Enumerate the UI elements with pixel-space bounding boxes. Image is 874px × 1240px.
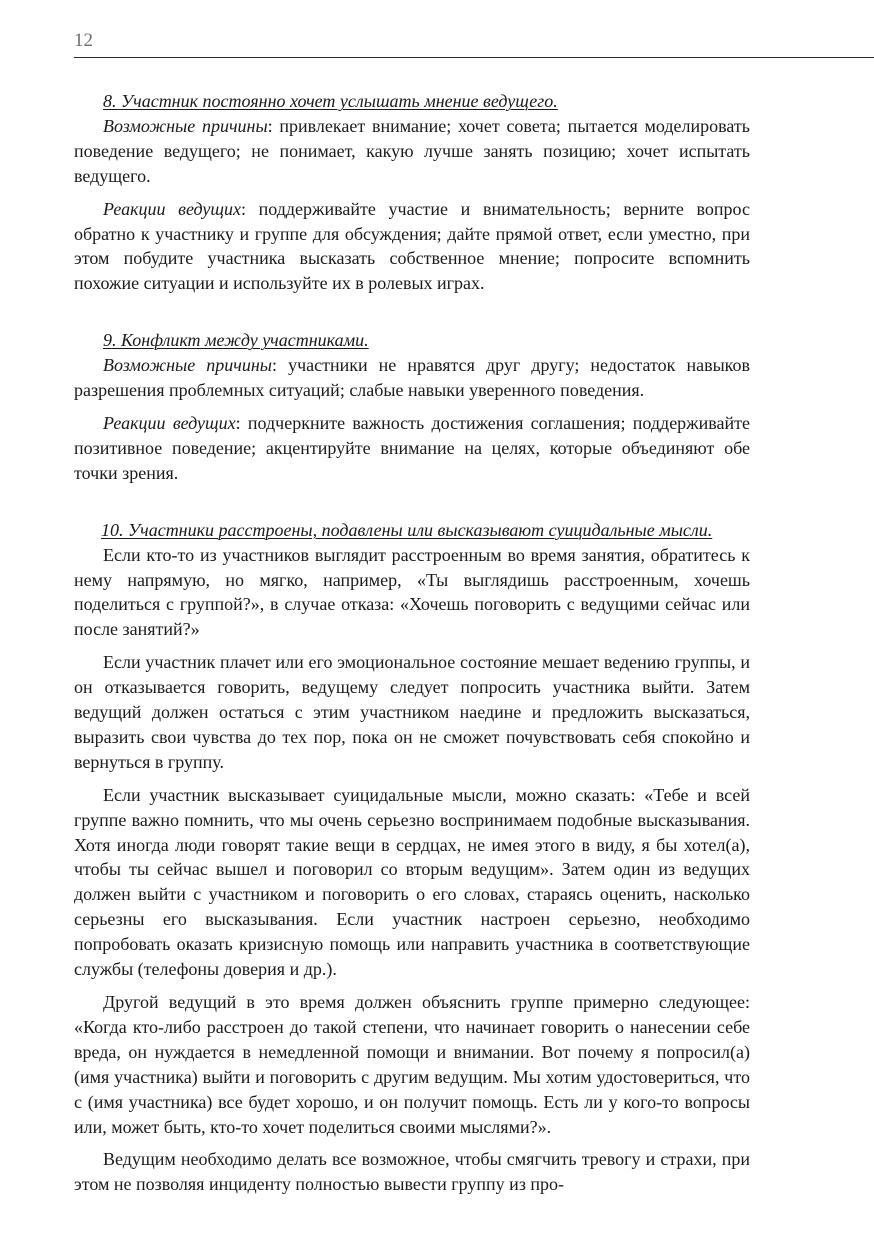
reactions-text: : поддерживайте участие и внимательность; верните вопрос обратно к участнику и группе для обсуждения; дайте прямой ответ, если уместно, при этом побудите участника высказать собственное мнение; попросите вспомнить похожие ситуации и используйте их в ролевых играх. [74, 198, 750, 294]
section-9-reactions [74, 411, 750, 486]
section-10-paragraph: Если участник высказывает суицидальные мысли, можно сказать: «Тебе и всей группе важно помнить, что мы очень серьезно воспринимаем подобные высказывания. Хотя иногда люди говорят такие вещи в сердцах, не имея этого в виду, я бы хотел(а), чтобы ты сейчас вышел и поговорил со вторым ведущим». Затем один из ведущих должен выйти с участником и поговорить о его словах, стараясь оценить, насколько серьезны его высказывания. Если участник настроен серьезно, необходимо попробовать оказать кризисную помощь или направить участника в соответствующие службы (телефоны доверия и др.). [74, 784, 750, 980]
section-10-paragraph: Другой ведущий в это время должен объяснить группе примерно следующее: «Когда кто-либо расстроен до такой степени, что начинает говорить о нанесении себе вреда, он нуждается в немедленной помощи и внимании. Вот почему я попросил(а) (имя участника) выйти и поговорить с другим ведущим. Мы хотим удостовериться, что с (имя участника) все будет хорошо, и он получит помощь. Есть ли у кого-то вопросы или, может быть, кто-то хочет поделиться своими мыслями?». [74, 992, 750, 1137]
causes-label: Возможные причины [103, 355, 272, 376]
section-10-paragraph: Если участник плачет или его эмоциональное состояние мешает ведению группы, и он отказывается говорить, ведущему следует попросить участника выйти. Затем ведущий должен остаться с этим участником наедине и предложить высказаться, выразить свои чувства до тех пор, пока он не сможет почувствовать себя спокойно и вернуться в группу. [74, 652, 750, 772]
reactions-text: : подчеркните важность достижения соглашения; поддерживайте позитивное поведение; акцентируйте внимание на целях, которые объединяют обе точки зрения. [74, 412, 750, 483]
section-9-heading: 9. Конфликт между участниками. [103, 330, 369, 351]
reactions-label: Реакции ведущих [103, 412, 236, 433]
section-8-heading: 8. Участник постоянно хочет услышать мнение ведущего. [103, 91, 558, 111]
causes-text: : участники не нравятся друг другу; недостаток навыков разрешения проблемных ситуаций; слабые навыки уверенного поведения. [74, 355, 750, 401]
page-body [74, 89, 750, 1205]
section-8-reactions [74, 197, 750, 297]
causes-label: Возможные причины [103, 115, 268, 136]
section-10-paragraph: Ведущим необходимо делать все возможное, чтобы смягчить тревогу и страхи, при этом не позволяя инциденту полностью вывести группу из про- [74, 1149, 750, 1195]
header-rule [74, 57, 874, 58]
causes-text: : привлекает внимание; хочет совета; пытается моделировать поведение ведущего; не понимает, какую лучше занять позицию; хочет испытать ведущего. [74, 115, 750, 186]
section-10-paragraph: Если кто-то из участников выглядит расстроенным во время занятия, обратитесь к нему напрямую, но мягко, например, «Ты выглядишь расстроенным, хочешь поделиться с группой?», в случае отказа: «Хочешь поговорить с ведущими сейчас или после занятий?» [74, 544, 750, 640]
section-9-causes [74, 353, 750, 403]
page-number: 12 [74, 30, 93, 51]
section-8-causes [74, 114, 750, 189]
reactions-label: Реакции ведущих [103, 198, 241, 219]
section-10-heading: 10. Участники расстроены, подавлены или высказывают суицидальные мысли. [101, 519, 713, 540]
